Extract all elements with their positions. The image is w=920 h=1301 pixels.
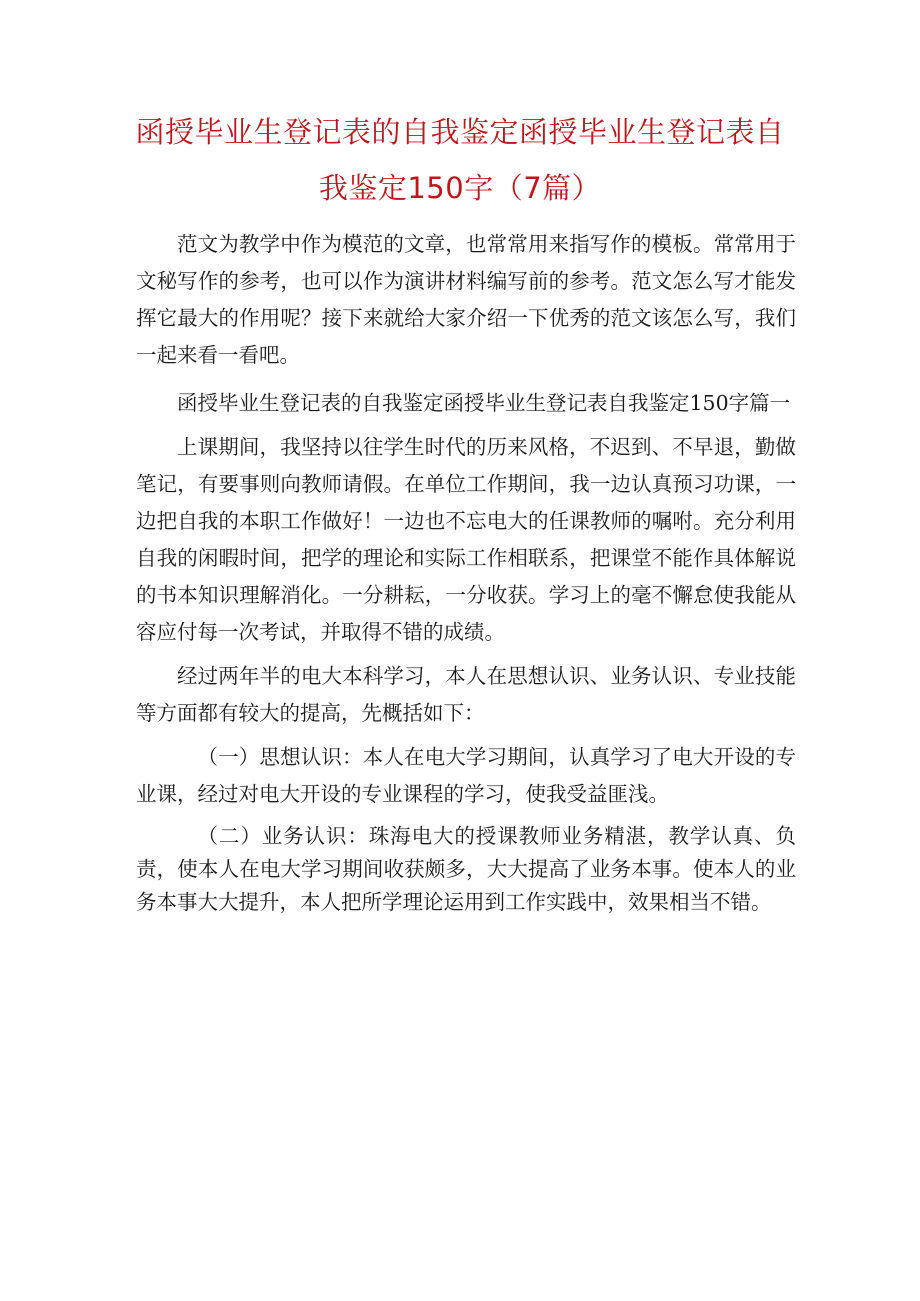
- business-paragraph: （二）业务认识：珠海电大的授课教师业务精湛，教学认真、负责，使本人在电大学习期间收获颇多，大大提高了业务本事。使本人的业务本事大大提升，本人把所学理论运用到工作实践中，效果相当不错。: [136, 824, 796, 914]
- section-heading: 函授毕业生登记表的自我鉴定函授毕业生登记表自我鉴定150字篇一: [177, 391, 791, 415]
- body-paragraph-1: 上课期间，我坚持以往学生时代的历来风格，不迟到、不早退，勤做笔记，有要事则向教师请假。在单位工作期间，我一边认真预习功课，一边把自我的本职工作做好！一边也不忘电大的任课教师的嘱咐。充分利用自我的闲暇时间，把学的理论和实际工作相联系，把课堂不能作具体解说的书本知识理解消化。一分耕耘，一分收获。学习上的毫不懈怠使我能从容应付每一次考试，并取得不错的成绩。: [136, 435, 796, 644]
- body-paragraph-2: 经过两年半的电大本科学习，本人在思想认识、业务认识、专业技能等方面都有较大的提高，先概括如下：: [136, 664, 796, 725]
- document-title: 函授毕业生登记表的自我鉴定函授毕业生登记表自我鉴定150字（7篇）: [135, 115, 785, 205]
- intro-paragraph: 范文为教学中作为模范的文章，也常常用来指写作的模板。常常用于文秘写作的参考，也可以作为演讲材料编写前的参考。范文怎么写才能发挥它最大的作用呢？接下来就给大家介绍一下优秀的范文该怎么写，我们一起来看一看吧。: [136, 232, 796, 367]
- thought-paragraph: （一）思想认识：本人在电大学习期间，认真学习了电大开设的专业课，经过对电大开设的专业课程的学习，使我受益匪浅。: [136, 745, 796, 806]
- document-body: [136, 226, 796, 919]
